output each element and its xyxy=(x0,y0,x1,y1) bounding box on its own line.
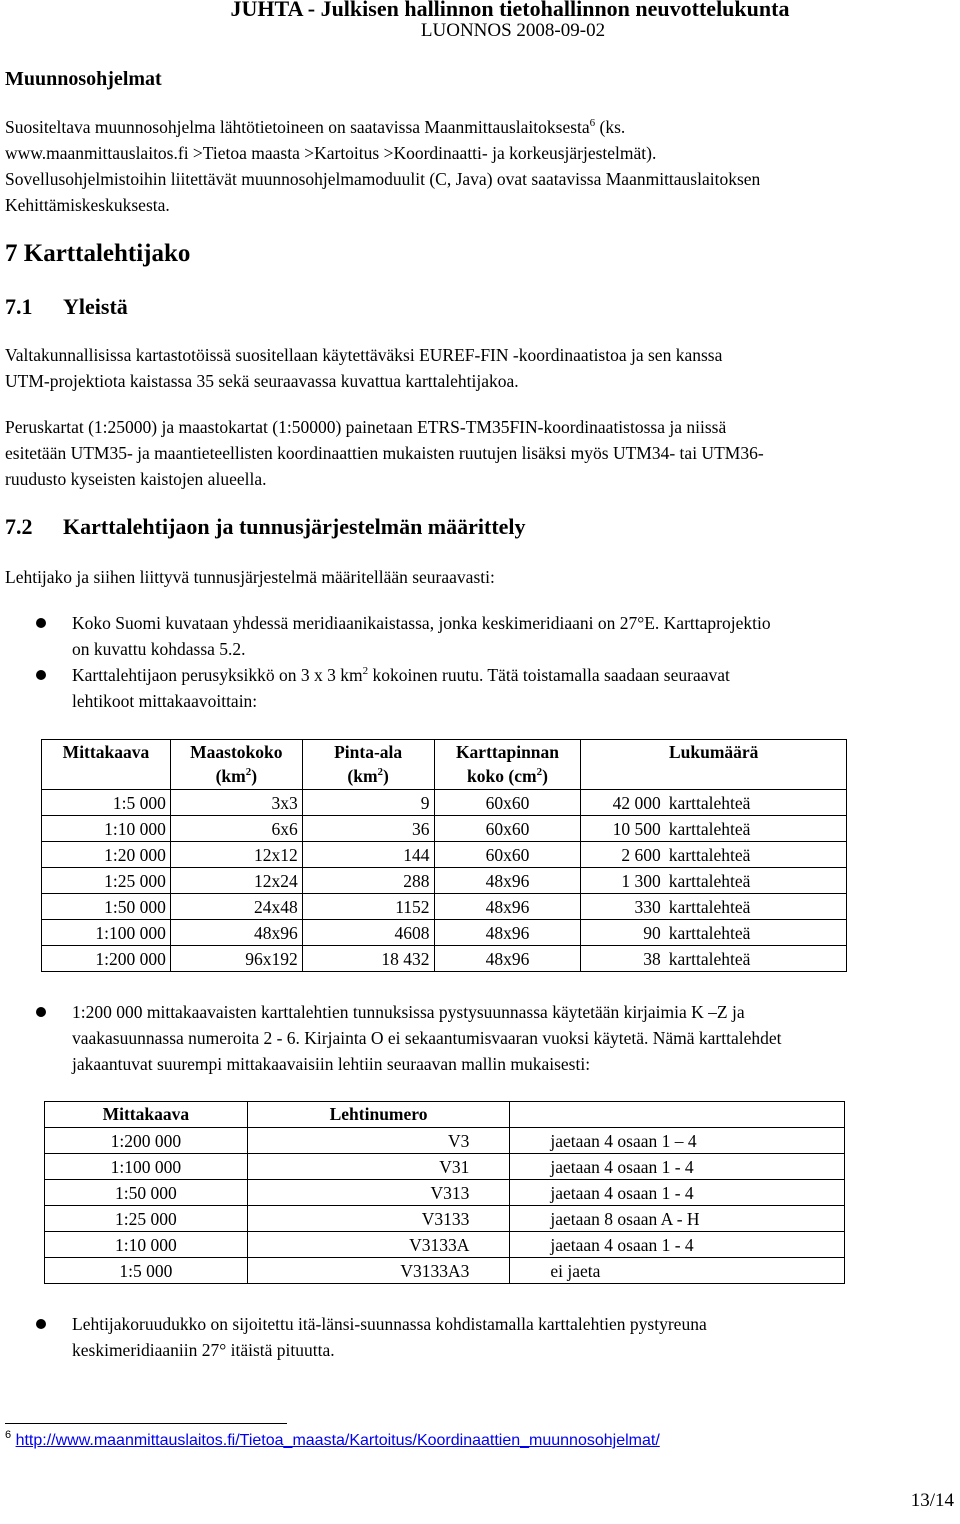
cell-scale: 1:50 000 xyxy=(45,1180,248,1206)
cell-maastokoko: 24x48 xyxy=(170,894,302,920)
heading-7-1 xyxy=(5,294,128,320)
cell-lehtinumero: V3 xyxy=(247,1128,510,1154)
col-header-pinta-ala xyxy=(302,740,434,790)
heading-text: Yleistä xyxy=(63,294,128,319)
table-row xyxy=(45,1154,845,1180)
cell-split: ei jaeta xyxy=(510,1258,845,1284)
table-row xyxy=(45,1232,845,1258)
heading-7-2 xyxy=(5,514,526,540)
scale-table xyxy=(41,739,847,972)
cell-karttapinnan: 60x60 xyxy=(434,790,581,816)
bullet-3-line-2: vaakasuunnassa numeroita 2 - 6. Kirjainta O ei sekaantumisvaaran vuoksi käytetä. Nämä karttalehdet xyxy=(72,1028,782,1048)
cell-pinta-ala: 36 xyxy=(302,816,434,842)
table-row xyxy=(45,1258,845,1284)
table-row xyxy=(42,920,847,946)
cell-pinta-ala: 18 432 xyxy=(302,946,434,972)
cell-unit: karttalehteä xyxy=(665,816,847,842)
bullet-dot xyxy=(36,1007,46,1017)
table-row xyxy=(45,1206,845,1232)
intro-line-1 xyxy=(5,114,625,140)
cell-maastokoko: 48x96 xyxy=(170,920,302,946)
header-text: (km xyxy=(215,766,246,786)
cell-scale: 1:200 000 xyxy=(42,946,171,972)
cell-lukumaara: 42 000 xyxy=(581,790,665,816)
cell-scale: 1:25 000 xyxy=(42,868,171,894)
cell-lehtinumero: V3133A xyxy=(247,1232,510,1258)
cell-pinta-ala: 9 xyxy=(302,790,434,816)
cell-scale: 1:5 000 xyxy=(45,1258,248,1284)
cell-lehtinumero: V313 xyxy=(247,1180,510,1206)
bullet-text: kokoinen ruutu. Tätä toistamalla saadaan seuraavat xyxy=(368,665,730,685)
cell-karttapinnan: 60x60 xyxy=(434,816,581,842)
sheet-number-table xyxy=(44,1101,845,1284)
table-row xyxy=(42,868,847,894)
section-label: Muunnosohjelmat xyxy=(5,68,162,90)
intro-line-3: Sovellusohjelmistoihin liitettävät muunnosohjelmamoduulit (C, Java) ovat saatavissa Maanmittauslaitoksen xyxy=(5,169,761,189)
col-header-mittakaava: Mittakaava xyxy=(45,1102,248,1128)
cell-unit: karttalehteä xyxy=(665,868,847,894)
cell-scale: 1:100 000 xyxy=(42,920,171,946)
header-text: koko (cm xyxy=(467,766,537,786)
superscript: 2 xyxy=(245,766,252,778)
col-header-lukumaara: Lukumäärä xyxy=(581,740,847,790)
bullet-dot xyxy=(36,1319,46,1329)
intro-text: (ks. xyxy=(595,117,626,137)
cell-split: jaetaan 4 osaan 1 - 4 xyxy=(510,1154,845,1180)
cell-split: jaetaan 4 osaan 1 - 4 xyxy=(510,1232,845,1258)
cell-maastokoko: 12x12 xyxy=(170,842,302,868)
table-header-row xyxy=(42,740,847,790)
cell-scale: 1:10 000 xyxy=(42,816,171,842)
intro-line-4: Kehittämiskeskuksesta. xyxy=(5,195,170,215)
cell-pinta-ala: 4608 xyxy=(302,920,434,946)
header-text: ) xyxy=(542,766,548,786)
cell-pinta-ala: 144 xyxy=(302,842,434,868)
intro-text: Suositeltava muunnosohjelma lähtötietoineen on saatavissa Maanmittauslaitoksesta xyxy=(5,117,590,137)
bullet-2-line-1 xyxy=(72,662,730,688)
cell-lukumaara: 10 500 xyxy=(581,816,665,842)
table-row xyxy=(45,1128,845,1154)
table-row xyxy=(42,816,847,842)
p71-line-1: Valtakunnallisissa kartastotöissä suositellaan käytettäväksi EUREF-FIN -koordinaatistoa ja sen kanssa xyxy=(5,345,723,365)
bullet-2-line-2: lehtikoot mittakaavoittain: xyxy=(72,691,258,711)
table-header-row xyxy=(45,1102,845,1128)
cell-scale: 1:5 000 xyxy=(42,790,171,816)
cell-lukumaara: 90 xyxy=(581,920,665,946)
footnote-divider xyxy=(5,1423,287,1424)
cell-pinta-ala: 1152 xyxy=(302,894,434,920)
heading-number: 7.1 xyxy=(5,294,33,319)
bullet-3-line-3: jakaantuvat suurempi mittakaavaisiin lehtiin seuraavan mallin mukaisesti: xyxy=(72,1054,591,1074)
cell-unit: karttalehteä xyxy=(665,946,847,972)
header-text: Maastokoko xyxy=(190,742,283,762)
cell-scale: 1:200 000 xyxy=(45,1128,248,1154)
p71-line-2: UTM-projektiota kaistassa 35 sekä seuraavassa kuvattua karttalehtijakoa. xyxy=(5,371,519,391)
footnote-ref: 6 xyxy=(589,117,596,129)
footnote-link[interactable]: http://www.maanmittauslaitos.fi/Tietoa_maasta/Kartoitus/Koordinaattien_muunnosohjelmat/ xyxy=(15,1432,660,1449)
header-text: Karttapinnan xyxy=(455,742,560,762)
table-row xyxy=(42,894,847,920)
col-header-mittakaava: Mittakaava xyxy=(42,740,171,790)
cell-split: jaetaan 4 osaan 1 - 4 xyxy=(510,1180,845,1206)
cell-scale: 1:100 000 xyxy=(45,1154,248,1180)
cell-karttapinnan: 60x60 xyxy=(434,842,581,868)
table-row xyxy=(42,842,847,868)
col-header-karttapinnan xyxy=(434,740,581,790)
p72-line-3: ruudusto kyseisten kaistojen alueella. xyxy=(5,469,267,489)
cell-lukumaara: 1 300 xyxy=(581,868,665,894)
cell-unit: karttalehteä xyxy=(665,920,847,946)
cell-karttapinnan: 48x96 xyxy=(434,920,581,946)
col-header-empty xyxy=(510,1102,845,1128)
footnote xyxy=(5,1429,660,1450)
cell-lukumaara: 38 xyxy=(581,946,665,972)
bullet-1-line-2: on kuvattu kohdassa 5.2. xyxy=(72,639,246,659)
heading-number: 7.2 xyxy=(5,514,33,539)
heading-7: 7 Karttalehtijako xyxy=(5,240,191,267)
table-row xyxy=(42,790,847,816)
intro-line-2: www.maanmittauslaitos.fi >Tietoa maasta >Kartoitus >Koordinaatti- ja korkeusjärjestelmät). xyxy=(5,143,657,163)
superscript: 2 xyxy=(362,665,369,677)
bullet-4-line-2: keskimeridiaaniin 27° itäistä pituutta. xyxy=(72,1340,335,1360)
heading-text: Karttalehtijaon ja tunnusjärjestelmän määrittely xyxy=(63,514,526,539)
bullet-3-line-1: 1:200 000 mittakaavaisten karttalehtien tunnuksissa pystysuunnassa käytetään kirjaimia K –Z ja xyxy=(72,1002,745,1022)
cell-scale: 1:10 000 xyxy=(45,1232,248,1258)
superscript: 2 xyxy=(536,766,543,778)
superscript: 2 xyxy=(377,766,384,778)
cell-scale: 1:25 000 xyxy=(45,1206,248,1232)
p72-line-2: esitetään UTM35- ja maantieteellisten koordinaattien mukaisten ruutujen lisäksi myös UTM34- tai UTM36- xyxy=(5,443,764,463)
cell-maastokoko: 96x192 xyxy=(170,946,302,972)
header-text: ) xyxy=(383,766,389,786)
p73: Lehtijako ja siihen liittyvä tunnusjärjestelmä määritellään seuraavasti: xyxy=(5,567,495,587)
cell-karttapinnan: 48x96 xyxy=(434,946,581,972)
cell-lukumaara: 330 xyxy=(581,894,665,920)
document-header-subtitle: LUONNOS 2008-09-02 xyxy=(420,20,606,41)
cell-pinta-ala: 288 xyxy=(302,868,434,894)
cell-karttapinnan: 48x96 xyxy=(434,868,581,894)
cell-unit: karttalehteä xyxy=(665,894,847,920)
cell-maastokoko: 12x24 xyxy=(170,868,302,894)
footnote-mark: 6 xyxy=(5,1429,12,1441)
cell-karttapinnan: 48x96 xyxy=(434,894,581,920)
header-text: (km xyxy=(347,766,378,786)
cell-split: jaetaan 8 osaan A - H xyxy=(510,1206,845,1232)
cell-lukumaara: 2 600 xyxy=(581,842,665,868)
cell-split: jaetaan 4 osaan 1 – 4 xyxy=(510,1128,845,1154)
cell-scale: 1:20 000 xyxy=(42,842,171,868)
cell-unit: karttalehteä xyxy=(665,790,847,816)
bullet-dot xyxy=(36,618,46,628)
col-header-lehtinumero: Lehtinumero xyxy=(247,1102,510,1128)
cell-lehtinumero: V3133 xyxy=(247,1206,510,1232)
cell-unit: karttalehteä xyxy=(665,842,847,868)
header-text: Pinta-ala xyxy=(334,742,403,762)
cell-lehtinumero: V31 xyxy=(247,1154,510,1180)
cell-maastokoko: 6x6 xyxy=(170,816,302,842)
bullet-1-line-1: Koko Suomi kuvataan yhdessä meridiaanikaistassa, jonka keskimeridiaani on 27°E. Karttaprojektio xyxy=(72,613,771,633)
bullet-text: Karttalehtijaon perusyksikkö on 3 x 3 km xyxy=(72,665,363,685)
page-number: 13/14 xyxy=(910,1490,954,1511)
cell-maastokoko: 3x3 xyxy=(170,790,302,816)
table-row xyxy=(45,1180,845,1206)
bullet-dot xyxy=(36,670,46,680)
col-header-maastokoko xyxy=(170,740,302,790)
bullet-4-line-1: Lehtijakoruudukko on sijoitettu itä-länsi-suunnassa kohdistamalla karttalehtien pystyreuna xyxy=(72,1314,707,1334)
cell-lehtinumero: V3133A3 xyxy=(247,1258,510,1284)
table-row xyxy=(42,946,847,972)
p72-line-1: Peruskartat (1:25000) ja maastokartat (1:50000) painetaan ETRS-TM35FIN-koordinaatistossa ja niissä xyxy=(5,417,727,437)
header-text: ) xyxy=(251,766,258,786)
document-header-title: JUHTA - Julkisen hallinnon tietohallinnon neuvottelukunta xyxy=(230,0,790,21)
cell-scale: 1:50 000 xyxy=(42,894,171,920)
